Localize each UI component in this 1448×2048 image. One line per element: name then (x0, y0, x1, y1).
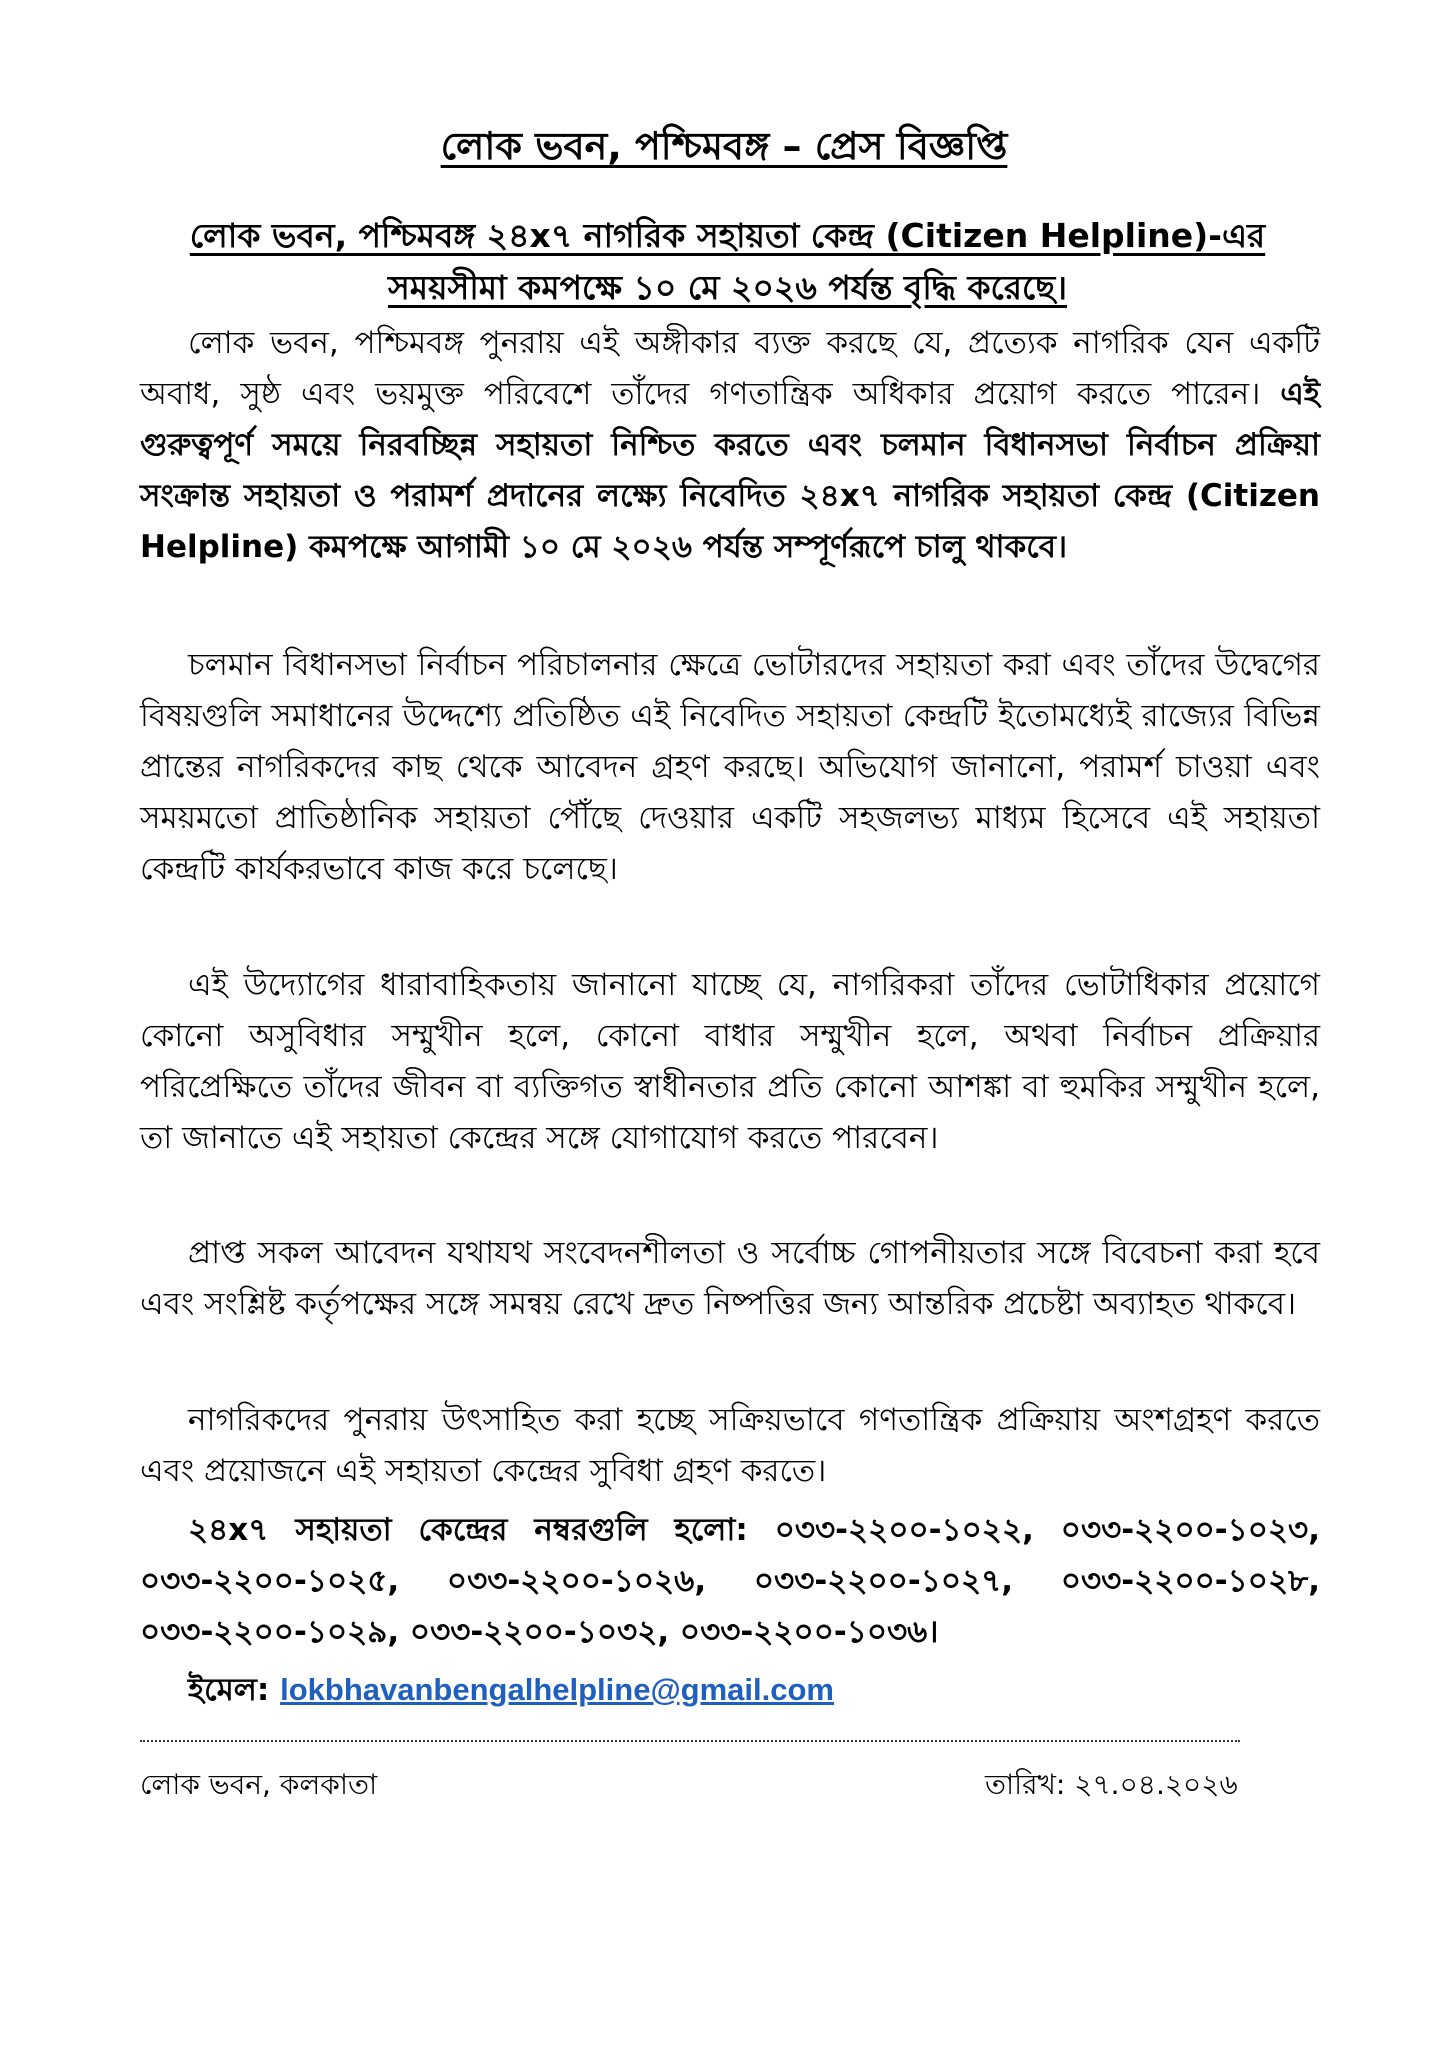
footer-date: তারিখ: ২৭.০৪.২০২৬ (985, 1768, 1238, 1801)
footer-place: লোক ভবন, কলকাতা (140, 1768, 378, 1801)
paragraph-1-bold-text: এই গুরুত্বপূর্ণ সময়ে নিরবচ্ছিন্ন সহায়তা নিশ্চিত করতে এবং চলমান বিধানসভা নির্বাচন প্রক্রিয়া সংক্রান্ত সহায়তা ও পরামর্শ প্রদানের লক্ষ্যে নিবেদিত ২৪x৭ নাগরিক সহায়তা কেন্দ্র (Citizen Helpline) কমপক্ষে আগামী ১০ মে ২০২৬ পর্যন্ত সম্পূর্ণরূপে চালু থাকবে। (140, 376, 1320, 565)
paragraph-1-text: লোক ভবন, পশ্চিমবঙ্গ পুনরায় এই অঙ্গীকার ব্যক্ত করছে যে, প্রত্যেক নাগরিক যেন একটি অবাধ, সুষ্ঠ এবং ভয়মুক্ত পরিবেশে তাঁদের গণতান্ত্রিক অধিকার প্রয়োগ করতে পারেন। (140, 325, 1320, 412)
page-title: লোক ভবন, পশ্চিমবঙ্গ – প্রেস বিজ্ঞপ্তি (440, 124, 1008, 168)
dotted-divider (140, 1740, 1240, 1742)
paragraph-1 (140, 318, 1320, 573)
paragraph-5: নাগরিকদের পুনরায় উৎসাহিত করা হচ্ছে সক্রিয়ভাবে গণতান্ত্রিক প্রক্রিয়ায় অংশগ্রহণ করতে এবং প্রয়োজনে এই সহায়তা কেন্দ্রের সুবিধা গ্রহণ করতে। (140, 1402, 1320, 1489)
paragraph-2: চলমান বিধানসভা নির্বাচন পরিচালনার ক্ষেত্রে ভোটারদের সহায়তা করা এবং তাঁদের উদ্বেগের বিষয়গুলি সমাধানের উদ্দেশ্যে প্রতিষ্ঠিত এই নিবেদিত সহায়তা কেন্দ্রটি ইতোমধ্যেই রাজ্যের বিভিন্ন প্রান্তের নাগরিকদের কাছ থেকে আবেদন গ্রহণ করছে। অভিযোগ জানানো, পরামর্শ চাওয়া এবং সময়মতো প্রাতিষ্ঠানিক সহায়তা পৌঁছে দেওয়ার একটি সহজলভ্য মাধ্যম হিসেবে এই সহায়তা কেন্দ্রটি কার্যকরভাবে কাজ করে চলেছে। (140, 647, 1320, 887)
email-link[interactable]: lokbhavanbengalhelpline@gmail.com (280, 1672, 834, 1707)
email-label: ইমেল: (188, 1672, 281, 1708)
paragraph-3: এই উদ্যোগের ধারাবাহিকতায় জানানো যাচ্ছে যে, নাগরিকরা তাঁদের ভোটাধিকার প্রয়োগে কোনো অসুবিধার সম্মুখীন হলে, কোনো বাধার সম্মুখীন হলে, অথবা নির্বাচন প্রক্রিয়ার পরিপ্রেক্ষিতে তাঁদের জীবন বা ব্যক্তিগত স্বাধীনতার প্রতি কোনো আশঙ্কা বা হুমকির সম্মুখীন হলে, তা জানাতে এই সহায়তা কেন্দ্রের সঙ্গে যোগাযোগ করতে পারবেন। (140, 967, 1320, 1156)
email-line (188, 1664, 834, 1716)
headline: লোক ভবন, পশ্চিমবঙ্গ ২৪x৭ নাগরিক সহায়তা কেন্দ্র (Citizen Helpline)-এর সময়সীমা কমপক্ষে ১০ মে ২০২৬ পর্যন্ত বৃদ্ধি করেছে। (189, 216, 1266, 307)
helpline-numbers: ২৪x৭ সহায়তা কেন্দ্রের নম্বরগুলি হলো: ০৩৩-২২০০-১০২২, ০৩৩-২২০০-১০২৩, ০৩৩-২২০০-১০২৫, ০৩৩-২২০০-১০২৬, ০৩৩-২২০০-১০২৭, ০৩৩-২২০০-১০২৮, ০৩৩-২২০০-১০২৯, ০৩৩-২২০০-১০৩২, ০৩৩-২২০০-১০৩৬। (140, 1512, 1320, 1650)
paragraph-4: প্রাপ্ত সকল আবেদন যথাযথ সংবেদনশীলতা ও সর্বোচ্চ গোপনীয়তার সঙ্গে বিবেচনা করা হবে এবং সংশ্লিষ্ট কর্তৃপক্ষের সঙ্গে সমন্বয় রেখে দ্রুত নিষ্পত্তির জন্য আন্তরিক প্রচেষ্টা অব্যাহত থাকবে। (140, 1235, 1320, 1322)
